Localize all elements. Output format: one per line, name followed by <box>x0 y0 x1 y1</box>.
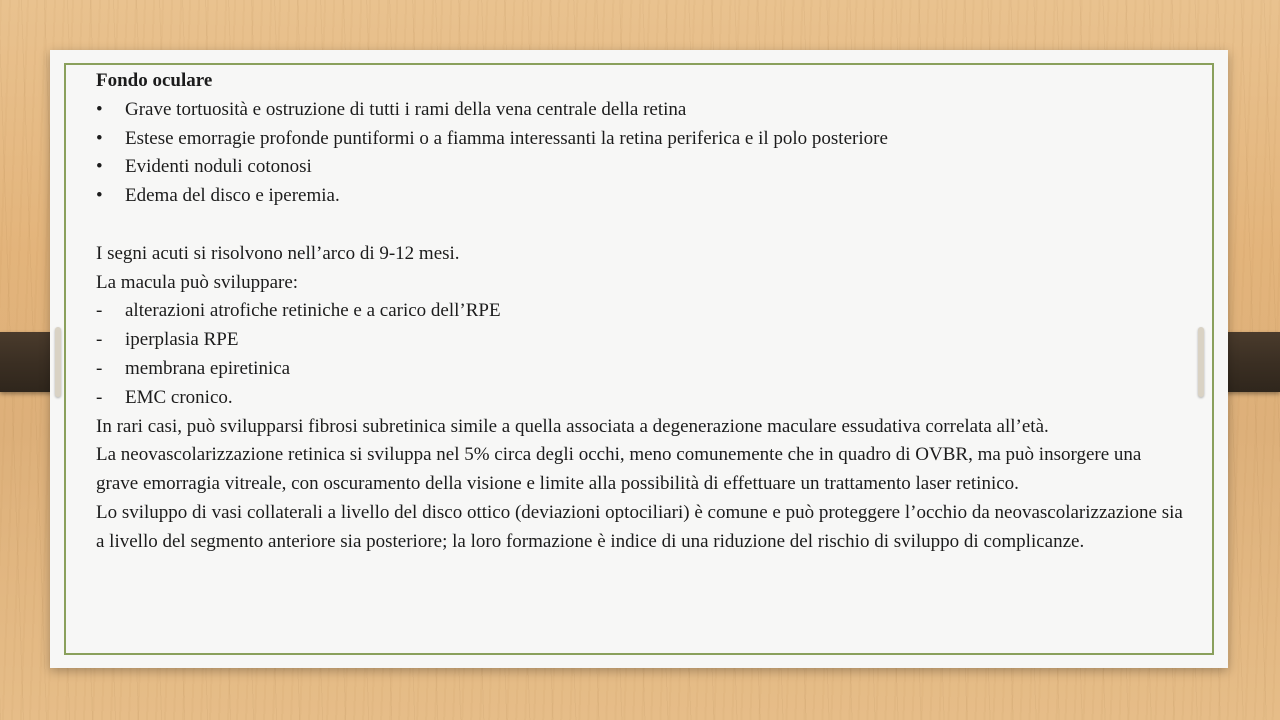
right-pin <box>1198 327 1204 397</box>
dash-mark: - <box>96 329 103 351</box>
dash-text: iperplasia RPE <box>125 329 239 351</box>
bullet-text: Estese emorragie profonde puntiformi o a fiamma interessanti la retina periferica e il polo posteriore <box>125 127 888 149</box>
dash-item <box>96 297 1186 326</box>
dash-mark: - <box>96 357 103 379</box>
neovascularization-paragraph: La neovascolarizzazione retinica si sviluppa nel 5% circa degli occhi, meno comunemente che in quadro di OVBR, ma può insorgere una grave emorragia vitreale, con oscuramento della visione e limite alla possibilità di effettuare un trattamento laser retinico. <box>96 444 1142 495</box>
macula-intro-text: La macula può sviluppare: <box>96 271 299 293</box>
bullet-item <box>96 96 1186 125</box>
dash-text: EMC cronico. <box>125 386 233 408</box>
fibrosis-paragraph: In rari casi, può svilupparsi fibrosi subretinica simile a quella associata a degenerazione maculare essudativa correlata all’età. <box>96 415 1049 437</box>
dash-mark: - <box>96 386 103 408</box>
dash-item <box>96 355 1186 384</box>
bullet-text: Edema del disco e iperemia. <box>125 185 340 207</box>
dash-mark: - <box>96 300 103 322</box>
bullet-mark: • <box>96 156 103 178</box>
left-pin <box>55 327 61 397</box>
dash-text: alterazioni atrofiche retiniche e a carico dell’RPE <box>125 300 501 322</box>
bullet-mark: • <box>96 185 103 207</box>
acute-signs-text: I segni acuti si risolvono nell’arco di 9-12 mesi. <box>96 242 460 264</box>
bullet-text: Evidenti noduli cotonosi <box>125 156 312 178</box>
slide-title: Fondo oculare <box>96 70 213 91</box>
bullet-text: Grave tortuosità e ostruzione di tutti i rami della vena centrale della retina <box>125 98 687 120</box>
slide-content <box>96 67 1186 557</box>
dash-text: membrana epiretinica <box>125 357 291 379</box>
bullet-item <box>96 153 1186 182</box>
dash-item <box>96 326 1186 355</box>
collateral-vessels-paragraph: Lo sviluppo di vasi collaterali a livello del disco ottico (deviazioni optociliari) è comune e può proteggere l’occhio da neovascolarizzazione sia a livello del segmento anteriore sia posteriore; la loro formazione è indice di una riduzione del rischio di sviluppo di complicanze. <box>96 501 1183 552</box>
bullet-item <box>96 182 1186 211</box>
blank-line <box>96 211 1186 240</box>
bullet-item <box>96 125 1186 154</box>
dash-item <box>96 384 1186 413</box>
bullet-mark: • <box>96 127 103 149</box>
slide-paper <box>50 50 1228 668</box>
bullet-mark: • <box>96 98 103 120</box>
